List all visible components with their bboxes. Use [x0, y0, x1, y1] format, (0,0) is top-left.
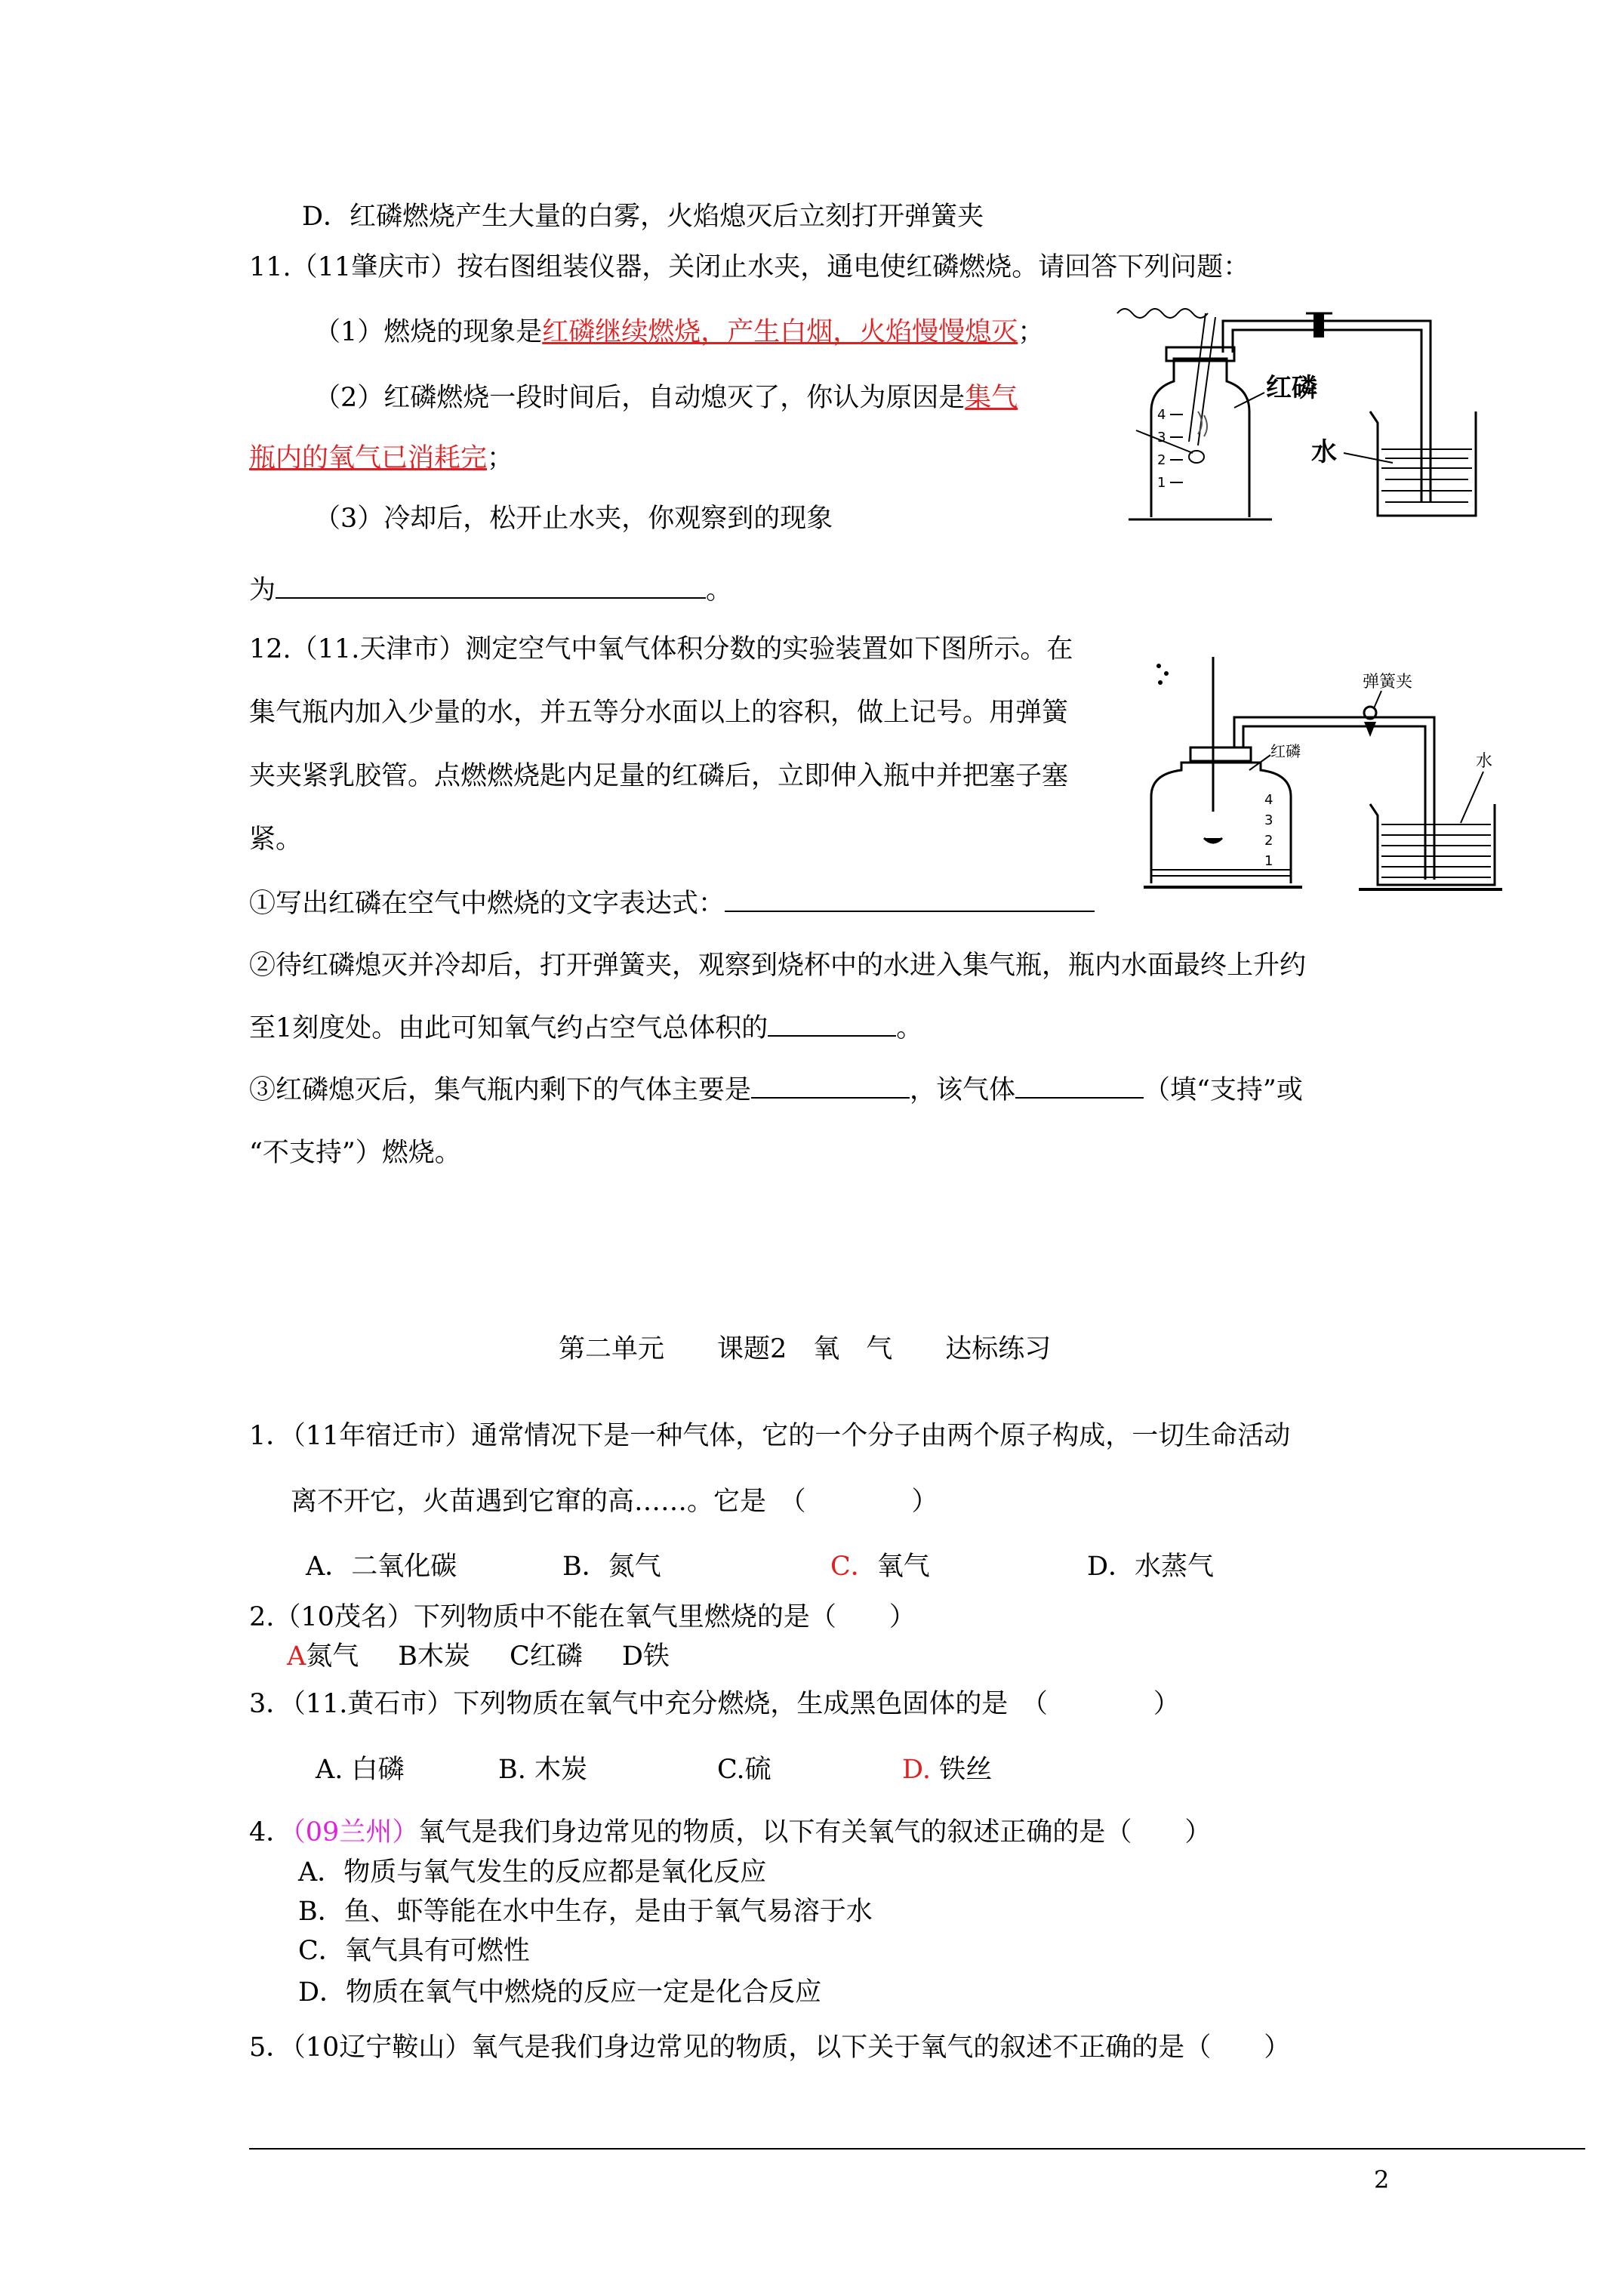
page-number: 2: [1374, 2165, 1390, 2194]
q11-part2-line1: [314, 381, 1018, 415]
exercise-3-option-d-letter: D.: [902, 1755, 931, 1785]
exercise-3-option-d-text: 铁丝: [939, 1755, 993, 1785]
q11-stem: 11.（11肇庆市）按右图组装仪器，关闭止水夹，通电使红磷燃烧。请回答下列问题：: [249, 252, 1250, 282]
electrode-wire-left: [1189, 313, 1206, 442]
q12-apparatus-figure: [1144, 649, 1506, 898]
q12-scale-2: 2: [1264, 833, 1273, 849]
scale-mark-1: 1: [1157, 475, 1166, 491]
q11-part2-answer-a: 集气: [965, 383, 1018, 413]
label-water: 水: [1311, 437, 1337, 467]
exercise-2-option-a-text: 氮气: [306, 1641, 359, 1672]
exercise-1-option-c-letter: C．: [830, 1552, 877, 1582]
q12-sub3-blank-gas[interactable]: [751, 1074, 910, 1099]
scale-mark-2: 2: [1157, 452, 1166, 468]
q12-sub3-suffix: （填“支持”或: [1144, 1075, 1303, 1105]
exercise-4-option-d: D．物质在氧气中燃烧的反应一定是化合反应: [298, 1977, 822, 2008]
exercise-1-option-a: A．二氧化碳: [306, 1552, 457, 1582]
q11-part2-answer-b: 瓶内的氧气已消耗完: [249, 443, 488, 473]
exercise-1-option-c: [830, 1550, 930, 1583]
exercise-3-option-c: C.硫: [717, 1755, 771, 1785]
exercise-3-option-d: [902, 1753, 992, 1786]
q12-line1: 12.（11.天津市）测定空气中氧气体积分数的实验装置如下图所示。在: [249, 634, 1073, 664]
q12-scale-4: 4: [1264, 792, 1273, 808]
q11-apparatus-figure: [1113, 298, 1491, 525]
exercise-4-source: （09兰州）: [292, 1817, 419, 1848]
q12-line3: 夹夹紧乳胶管。点燃燃烧匙内足量的红磷后，立即伸入瓶中并把塞子塞: [249, 761, 1069, 791]
exercise-1-option-b: B．氮气: [562, 1552, 661, 1582]
label-red-phosphorus: 红磷: [1266, 373, 1317, 403]
exercise-4-stem: [249, 1816, 1211, 1849]
delivery-tube: [1223, 321, 1431, 502]
q12-beaker: [1370, 804, 1495, 885]
q10-option-d: D．红磷燃烧产生大量的白雾，火焰熄灭后立刻打开弹簧夹: [302, 202, 984, 232]
scale-mark-4: 4: [1157, 407, 1166, 423]
exercise-2-option-a-letter: A: [287, 1641, 306, 1672]
q11-part1-answer: 红磷继续燃烧，产生白烟，火焰慢慢熄灭: [542, 317, 1018, 347]
exercise-4-option-c: C．氧气具有可燃性: [298, 1936, 530, 1966]
q12-water-lines: [1381, 824, 1491, 877]
q12-stopper: [1190, 747, 1251, 761]
q12-sub2-prefix: 至1刻度处。由此可知氧气约占空气总体积的: [249, 1013, 768, 1043]
q12-line4: 紧。: [249, 824, 303, 855]
exercise-1-line1: 1．（11年宿迁市）通常情况下是一种气体，它的一个分子由两个原子构成，一切生命活动: [249, 1421, 1291, 1451]
label-spring-clip: 弹簧夹: [1363, 673, 1413, 692]
q12-sub3-prefix: ③红磷熄灭后，集气瓶内剩下的气体主要是: [249, 1075, 752, 1105]
exercise-4-text: 氧气是我们身边常见的物质，以下有关氧气的叙述正确的是（ ）: [418, 1817, 1212, 1848]
scale-mark-3: 3: [1157, 430, 1166, 445]
exercise-3-option-a: A. 白磷: [316, 1755, 405, 1785]
exercise-2-option-d: D铁: [621, 1641, 670, 1672]
exercise-4-option-a: A．物质与氧气发生的反应都是氧化反应: [298, 1857, 767, 1888]
q12-sub1: [249, 887, 1095, 920]
q12-label-red-phosphorus: 红磷: [1270, 742, 1301, 760]
q12-sub2-line2: [249, 1012, 922, 1045]
q11-part2-suffix: ；: [487, 443, 514, 473]
exercise-5-stem: 5．（10辽宁鞍山）氧气是我们身边常见的物质，以下关于氧气的叙述不正确的是（ ）: [249, 2032, 1291, 2063]
q12-sub3-line2: “不支持”）燃烧。: [249, 1138, 461, 1168]
exercise-4-number: 4．: [249, 1817, 293, 1848]
footer-rule: [249, 2148, 1585, 2150]
exercise-2-stem: 2.（10茂名）下列物质中不能在氧气里燃烧的是（ ）: [249, 1602, 916, 1632]
exercise-2-option-b: B木炭: [398, 1641, 471, 1672]
q12-sub2-line1: ②待红磷熄灭并冷却后，打开弹簧夹，观察到烧杯中的水进入集气瓶，瓶内水面最终上升约: [249, 951, 1307, 981]
exercise-3-option-b: B. 木炭: [498, 1755, 587, 1785]
q11-part1-prefix: （1）燃烧的现象是: [314, 317, 543, 347]
q11-part2-prefix: （2）红磷燃烧一段时间后，自动熄灭了，你认为原因是: [314, 383, 965, 413]
q12-scale-3: 3: [1264, 812, 1273, 828]
exercise-1-option-c-text: 氧气: [876, 1552, 930, 1582]
q12-sub3-line1: [249, 1074, 1303, 1107]
exercise-1-line2: 离不开它，火苗遇到它窜的高……。它是 （ ）: [291, 1487, 938, 1517]
q12-sub1-text: ①写出红磷在空气中燃烧的文字表达式：: [249, 889, 725, 919]
q11-part2-line2: [249, 442, 513, 475]
combustion-spoon: [1204, 838, 1222, 843]
q12-sub2-suffix: 。: [896, 1013, 923, 1043]
wire-coil-icon: [1117, 309, 1208, 318]
exercise-1-option-d: D．水蒸气: [1087, 1552, 1215, 1582]
q11-part1: [314, 316, 1044, 349]
q12-sub3-blank-support[interactable]: [1015, 1074, 1144, 1099]
q12-label-water: 水: [1476, 752, 1493, 771]
q11-part3-line-suffix: 。: [706, 575, 733, 606]
water-lines: [1381, 449, 1472, 502]
q11-part3: （3）冷却后，松开止水夹，你观察到的现象: [314, 504, 833, 534]
q11-part1-suffix: ；: [1018, 317, 1045, 347]
q12-sub3-mid: ，该气体: [910, 1075, 1016, 1105]
stop-clip: [1313, 313, 1324, 337]
section-title: 第二单元 课题2 氧 气 达标练习: [559, 1334, 1052, 1364]
q11-part3-line: [249, 574, 732, 607]
exercise-3-stem: 3．（11.黄石市）下列物质在氧气中充分燃烧，生成黑色固体的是 （ ）: [249, 1689, 1180, 1719]
q12-line2: 集气瓶内加入少量的水，并五等分水面以上的容积，做上记号。用弹簧: [249, 698, 1069, 728]
gas-jar: [1151, 359, 1249, 517]
q12-sub1-blank[interactable]: [725, 888, 1095, 912]
exercise-4-option-b: B．鱼、虾等能在水中生存，是由于氧气易溶于水: [298, 1897, 873, 1927]
q12-sub2-blank[interactable]: [768, 1012, 896, 1037]
q12-scale-1: 1: [1264, 853, 1273, 869]
q11-part3-line-prefix: 为: [249, 575, 276, 606]
q11-part3-blank[interactable]: [276, 575, 706, 599]
exercise-2-options: [287, 1640, 670, 1673]
exercise-2-option-c: C红磷: [510, 1641, 583, 1672]
beaker: [1370, 411, 1476, 516]
